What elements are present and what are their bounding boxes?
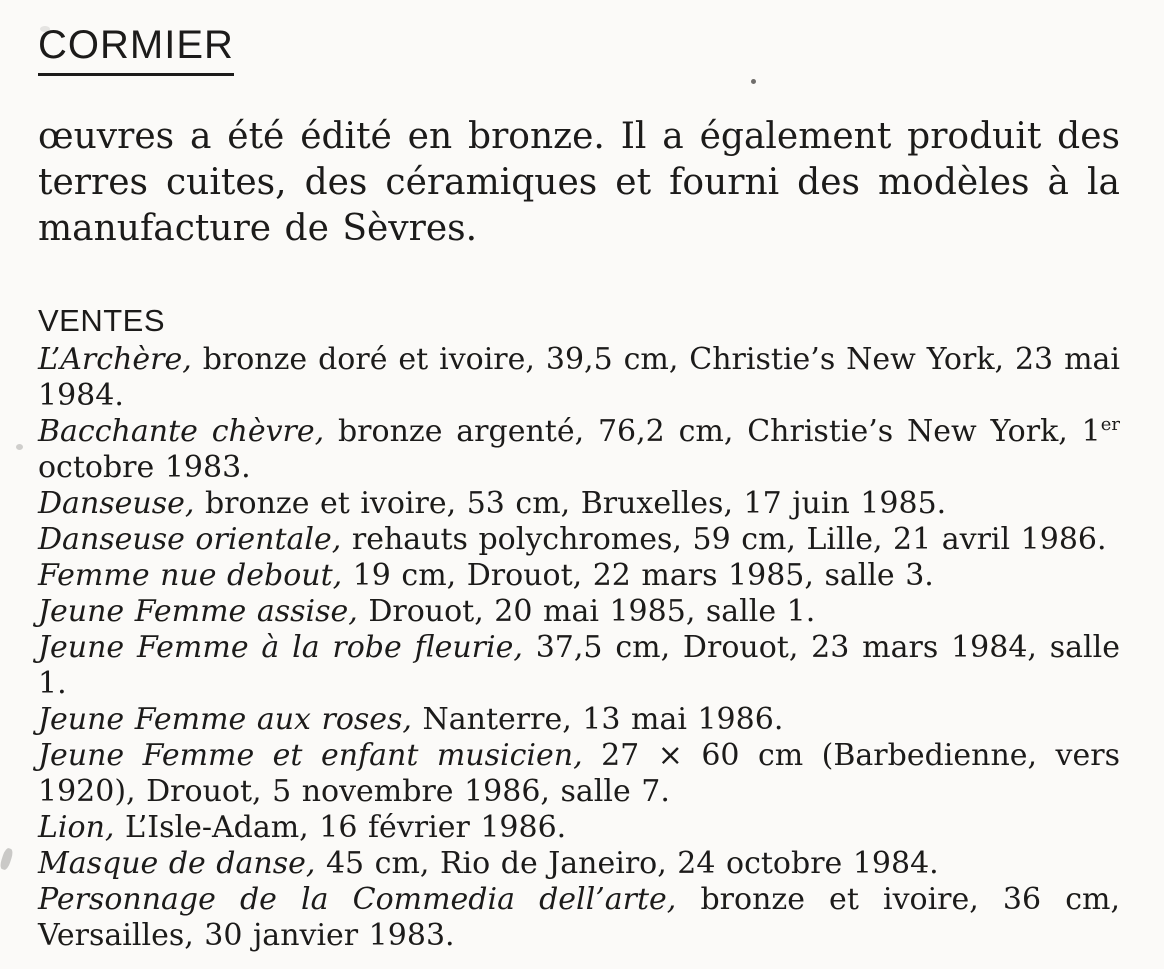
sale-entry <box>38 702 1120 738</box>
sale-title: Femme nue debout, <box>38 558 343 594</box>
sale-details: 19 cm, Drouot, 22 mars 1985, salle 3. <box>342 558 934 594</box>
scan-artifact <box>751 79 756 84</box>
sale-title: Jeune Femme à la robe fleurie, <box>38 630 523 666</box>
sale-details: bronze et ivoire, 36 cm, Versailles, 30 janvier 1983. <box>38 882 1120 954</box>
sale-details: bronze et ivoire, 53 cm, Bruxelles, 17 juin 1985. <box>194 486 947 522</box>
sale-details: Drouot, 20 mai 1985, salle 1. <box>357 594 816 630</box>
section-heading-ventes: VENTES <box>38 303 166 338</box>
sale-entry <box>38 342 1120 414</box>
sale-title: L’Archère, <box>38 342 192 378</box>
sale-entry <box>38 630 1120 702</box>
sale-details: L’Isle-Adam, 16 février 1986. <box>114 810 567 846</box>
sale-entry <box>38 522 1120 558</box>
sale-entry <box>38 558 1120 594</box>
sale-details: rehauts polychromes, 59 cm, Lille, 21 avril 1986. <box>341 522 1107 558</box>
sale-entry <box>38 738 1120 810</box>
sale-entry <box>38 486 1120 522</box>
sale-details: 37,5 cm, Drouot, 23 mars 1984, salle 1. <box>38 630 1120 702</box>
sale-title: Jeune Femme assise, <box>38 594 358 630</box>
sale-details: Nanterre, 13 mai 1986. <box>411 702 784 738</box>
scan-artifact <box>40 26 50 32</box>
scan-artifact <box>16 444 23 450</box>
sale-entry <box>38 414 1120 486</box>
sale-entry <box>38 882 1120 954</box>
sale-title: Lion, <box>38 810 115 846</box>
sale-details: bronze argenté, 76,2 cm, Christie’s New York, 1 <box>324 414 1101 450</box>
intro-paragraph: œuvres a été édité en bronze. Il a également produit des terres cuites, des céramiques et fourni des modèles à la manufacture de Sèvres. <box>38 116 1120 249</box>
sale-entry <box>38 810 1120 846</box>
sale-title: Danseuse orientale, <box>38 522 342 558</box>
sale-details: bronze doré et ivoire, 39,5 cm, Christie’s New York, 23 mai 1984. <box>38 342 1120 414</box>
sale-title: Jeune Femme aux roses, <box>38 702 412 738</box>
sale-entry <box>38 846 1120 882</box>
sale-title: Bacchante chèvre, <box>38 414 325 450</box>
ordinal-superscript: er <box>1100 414 1120 436</box>
sale-title: Masque de danse, <box>38 846 316 882</box>
sale-title: Danseuse, <box>38 486 195 522</box>
sale-details-continued: octobre 1983. <box>38 450 251 486</box>
sale-title: Jeune Femme et enfant musicien, <box>38 738 583 774</box>
sale-entry <box>38 594 1120 630</box>
sale-details: 27 × 60 cm (Barbedienne, vers 1920), Drouot, 5 novembre 1986, salle 7. <box>38 738 1120 810</box>
page-title: CORMIER <box>38 24 234 76</box>
ventes-list <box>38 342 1120 954</box>
sale-title: Personnage de la Commedia dell’arte, <box>38 882 677 918</box>
sale-details: 45 cm, Rio de Janeiro, 24 octobre 1984. <box>315 846 939 882</box>
